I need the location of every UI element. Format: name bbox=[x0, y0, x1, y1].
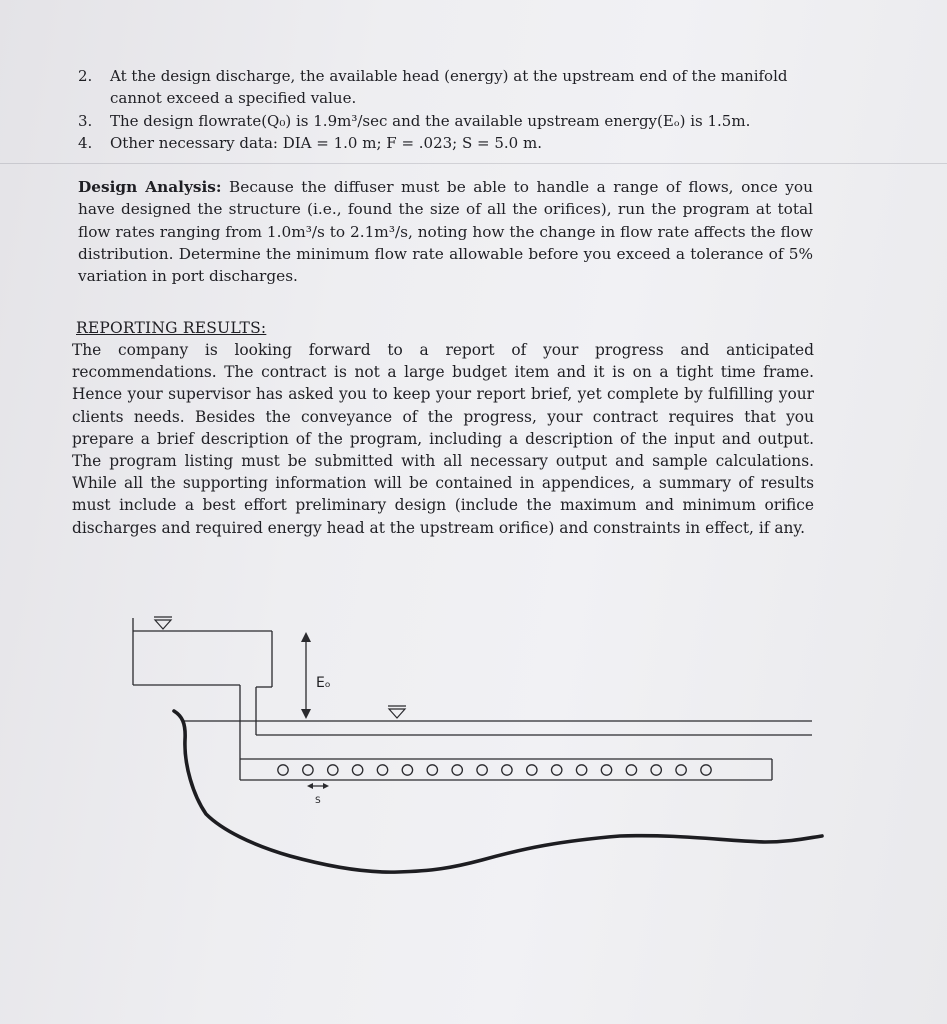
list-item-number: 3. bbox=[78, 112, 93, 130]
tank-water-level-marker bbox=[155, 620, 171, 629]
orifice bbox=[651, 765, 661, 775]
design-analysis-label: Design Analysis: bbox=[78, 178, 222, 196]
orifice bbox=[278, 765, 288, 775]
list-item-text: cannot exceed a specified value. bbox=[110, 89, 357, 107]
reporting-results-heading: REPORTING RESULTS: bbox=[76, 319, 267, 337]
orifice bbox=[626, 765, 636, 775]
spacing-label: S bbox=[315, 796, 321, 806]
list-item-number: 2. bbox=[78, 67, 93, 85]
spacing-arrow bbox=[307, 783, 329, 789]
orifice bbox=[601, 765, 611, 775]
orifice-row bbox=[278, 765, 711, 775]
orifice bbox=[676, 765, 686, 775]
orifice bbox=[352, 765, 362, 775]
energy-head-arrow bbox=[301, 632, 311, 719]
reporting-results-paragraph: The company is looking forward to a report of your progress and anticipated recommendations. The contract is not a large budget item and it is on a tight time frame. Hence your supervisor has asked you to keep your report brief, yet complete by fulfilling your clients needs. Besides the conveyance of the progress, your contract requires that you prepare a brief description of the program, including a description of the input and output. The program listing must be submitted with all necessary output and sample calculations. While all the supporting information will be contained in appendices, a summary of results must include a best effort preliminary design (include the maximum and minimum orifice discharges and required energy head at the upstream orifice) and constraints in effect, if any. bbox=[72, 341, 814, 537]
orifice bbox=[576, 765, 586, 775]
list-item-text: At the design discharge, the available head (energy) at the upstream end of the manifold bbox=[110, 67, 788, 85]
orifice bbox=[502, 765, 512, 775]
orifice bbox=[527, 765, 537, 775]
orifice bbox=[452, 765, 462, 775]
list-item-text: Other necessary data: DIA = 1.0 m; F = .023; S = 5.0 m. bbox=[110, 134, 542, 152]
orifice bbox=[328, 765, 338, 775]
orifice bbox=[377, 765, 387, 775]
design-analysis-paragraph bbox=[78, 176, 813, 287]
energy-head-label: Eₒ bbox=[316, 675, 331, 691]
design-analysis-text: Because the diffuser must be able to handle a range of flows, once you have designed the structure (i.e., found the size of all the orifices), run the program at total flow rates ranging from 1.0m³/s to 2.1m³/s, noting how the change in flow rate affects the flow distribution. Determine the minimum flow rate allowable before you exceed a tolerance of 5% variation in port discharges. bbox=[78, 178, 813, 286]
orifice bbox=[552, 765, 562, 775]
diffuser-diagram bbox=[0, 590, 947, 890]
list-item-text: The design flowrate(Q₀) is 1.9m³/sec and the available upstream energy(Eₒ) is 1.5m. bbox=[110, 112, 751, 130]
page-fold-line bbox=[0, 163, 947, 164]
orifice bbox=[701, 765, 711, 775]
orifice bbox=[427, 765, 437, 775]
ambient-water-level-marker bbox=[389, 709, 405, 718]
orifice bbox=[477, 765, 487, 775]
orifice bbox=[303, 765, 313, 775]
orifice bbox=[402, 765, 412, 775]
list-item-number: 4. bbox=[78, 134, 93, 152]
